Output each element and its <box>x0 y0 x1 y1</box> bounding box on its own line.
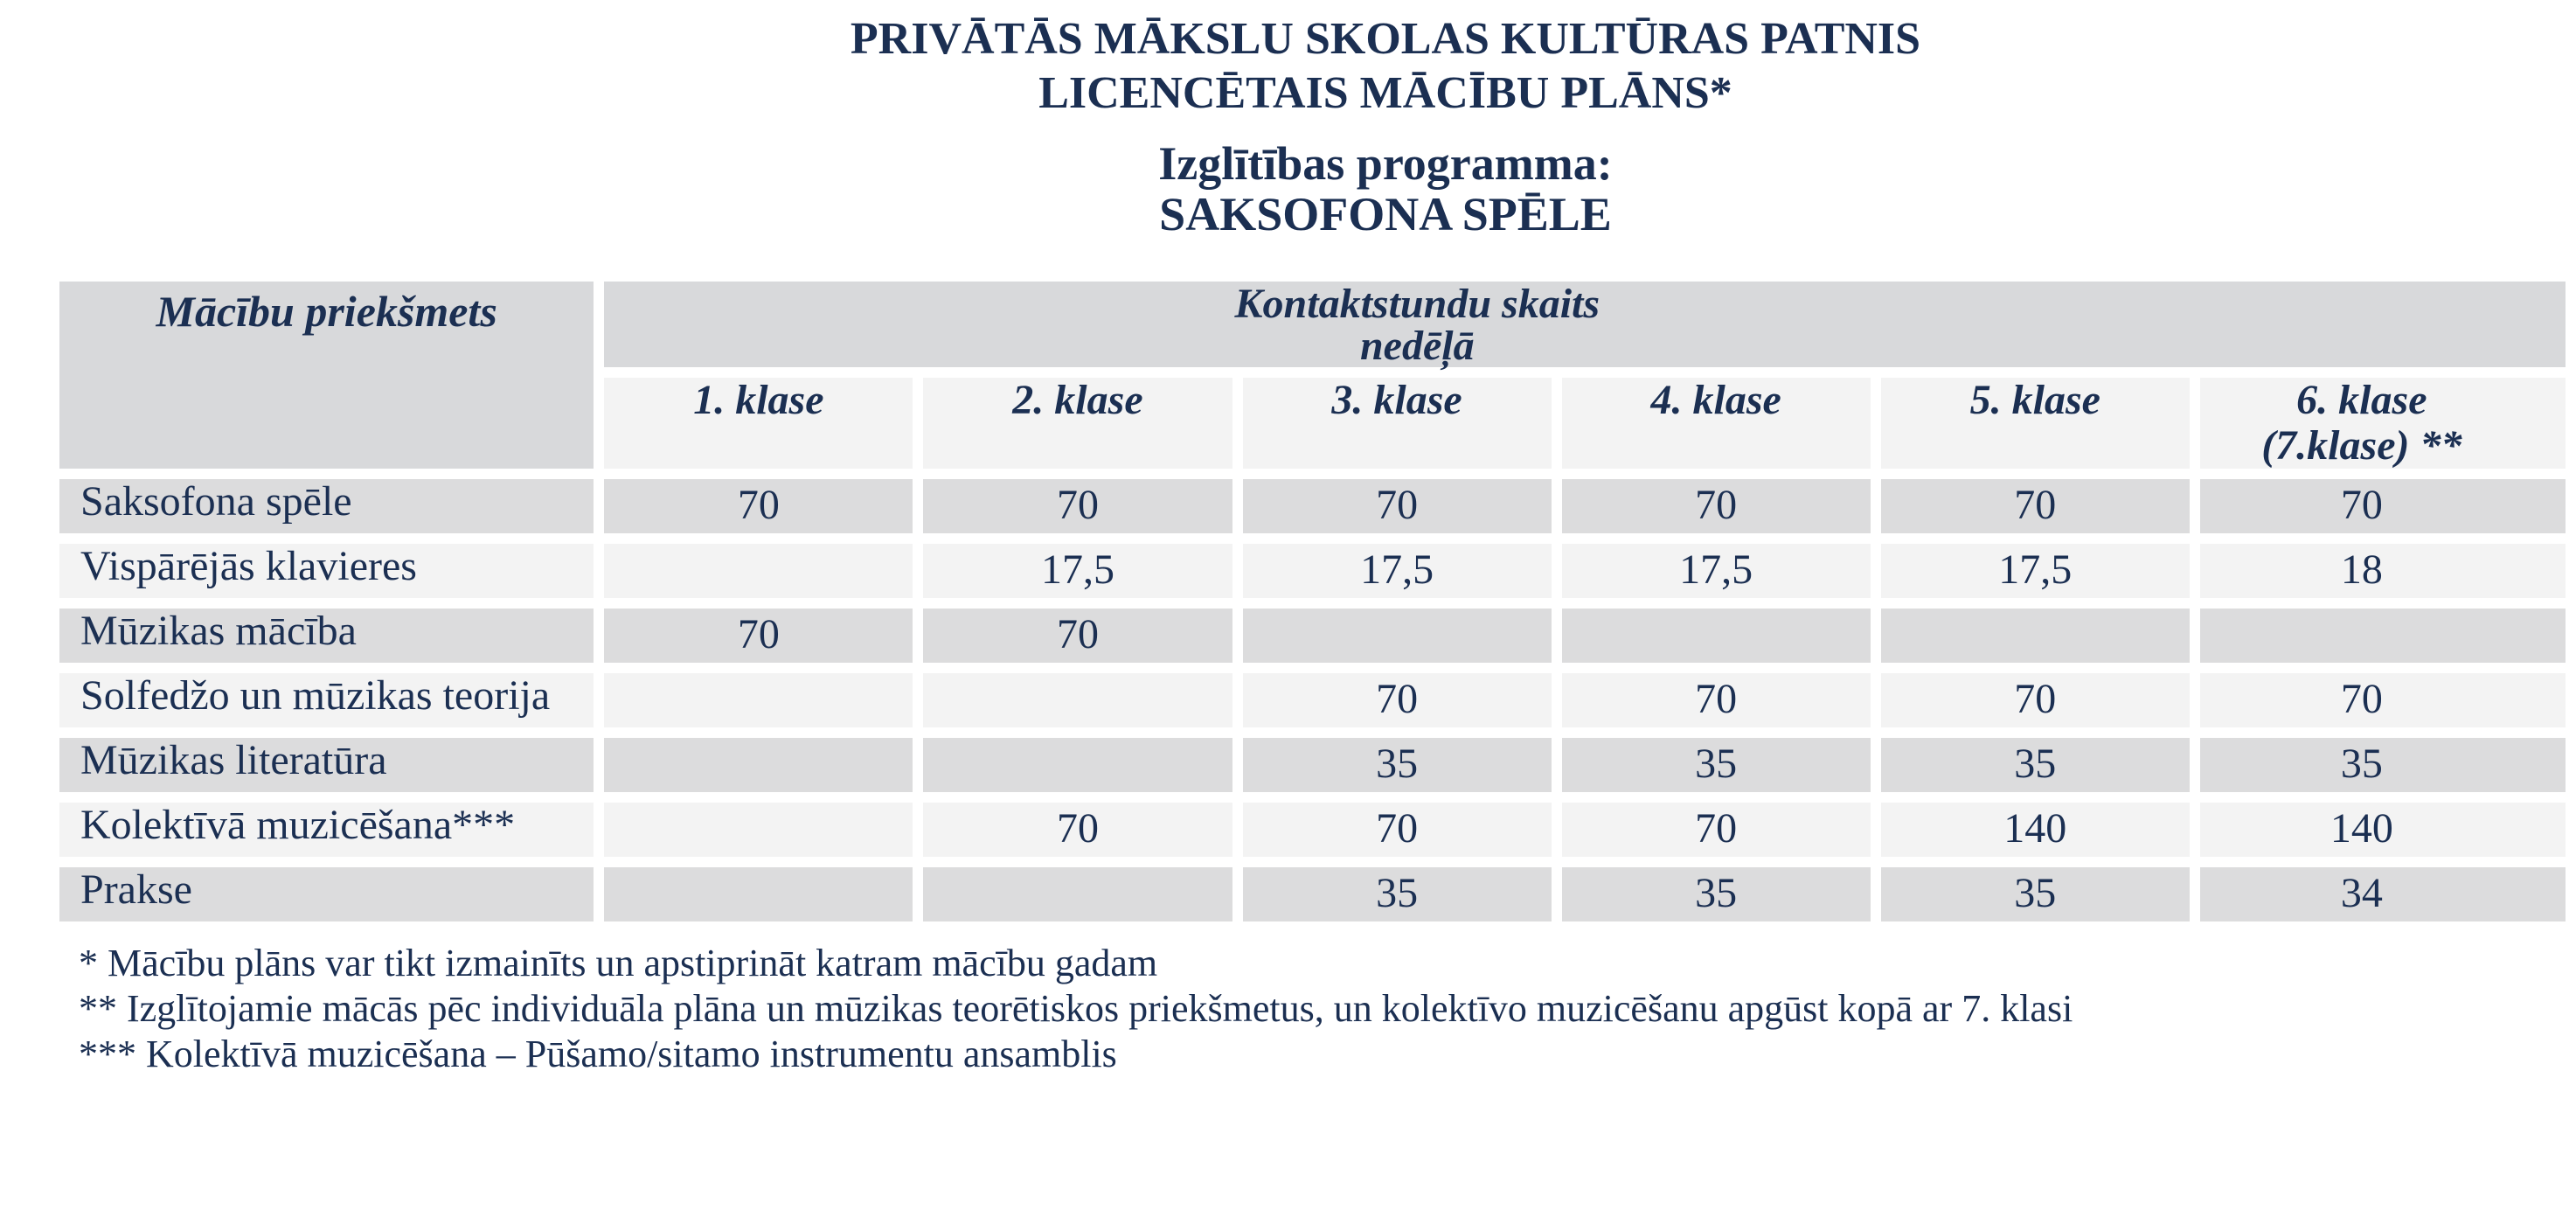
value-cell: 17,5 <box>923 544 1232 598</box>
value-text: 34 <box>2340 870 2383 916</box>
class-header: 2. klase <box>923 378 1232 469</box>
value-cell <box>2200 544 2566 598</box>
value-cell: 70 <box>923 479 1232 533</box>
value-cell <box>2200 479 2566 533</box>
value-cell: 35 <box>1562 738 1871 792</box>
program-label: Izglītības programma: <box>1158 137 1613 190</box>
curriculum-table <box>49 271 2576 932</box>
value-cell: 70 <box>1243 803 1552 857</box>
value-cell <box>604 867 913 921</box>
value-cell <box>604 738 913 792</box>
class-header-label: 6. klase <box>2296 377 2427 423</box>
value-cell: 35 <box>1881 738 2190 792</box>
table-row <box>59 673 2566 727</box>
document-title-line2: LICENCĒTAIS MĀCĪBU PLĀNS* <box>1038 68 1732 118</box>
footnote: *** Kolektīvā muzicēšana – Pūšamo/sitamo instrumentu ansamblis <box>79 1033 1117 1075</box>
value-cell: 70 <box>604 479 913 533</box>
value-cell: 70 <box>1881 673 2190 727</box>
value-cell <box>604 803 913 857</box>
table-row <box>59 738 2566 792</box>
table-row <box>59 803 2566 857</box>
value-cell: 70 <box>1562 479 1871 533</box>
value-cell <box>923 673 1232 727</box>
value-text: 70 <box>2340 676 2383 722</box>
value-cell <box>2200 673 2566 727</box>
value-cell <box>2200 738 2566 792</box>
contact-hours-header <box>604 282 2566 367</box>
subject-cell: Solfedžo un mūzikas teorija <box>59 673 594 727</box>
value-cell <box>604 544 913 598</box>
value-cell: 70 <box>1881 479 2190 533</box>
subject-cell: Vispārējās klavieres <box>59 544 594 598</box>
value-cell <box>2200 867 2566 921</box>
value-cell: 70 <box>1243 479 1552 533</box>
value-cell: 17,5 <box>1881 544 2190 598</box>
value-text: 140 <box>2330 805 2393 852</box>
value-cell: 70 <box>1562 673 1871 727</box>
footnote: * Mācību plāns var tikt izmainīts un apstiprināt katram mācību gadam <box>79 942 1158 984</box>
value-cell <box>604 673 913 727</box>
subject-cell: Mūzikas mācība <box>59 609 594 663</box>
value-text: 18 <box>2340 546 2383 593</box>
value-cell: 35 <box>1881 867 2190 921</box>
value-cell <box>1881 609 2190 663</box>
value-text: 35 <box>2340 741 2383 787</box>
table-row <box>59 867 2566 921</box>
program-name: SAKSOFONA SPĒLE <box>1159 188 1612 240</box>
contact-hours-header-line1: Kontaktstundu skaits <box>1234 281 1600 327</box>
class-header: 3. klase <box>1243 378 1552 469</box>
value-cell <box>1243 609 1552 663</box>
value-cell: 70 <box>923 609 1232 663</box>
value-cell <box>2200 803 2566 857</box>
document-title-line1: PRIVĀTĀS MĀKSLU SKOLAS KULTŪRAS PATNIS <box>850 14 1921 64</box>
class-header: 5. klase <box>1881 378 2190 469</box>
value-cell: 35 <box>1562 867 1871 921</box>
value-cell: 35 <box>1243 738 1552 792</box>
value-cell: 17,5 <box>1562 544 1871 598</box>
class-header-last <box>2200 378 2566 469</box>
value-cell <box>923 738 1232 792</box>
value-text: 70 <box>2340 482 2383 528</box>
footnotes <box>79 941 2073 1077</box>
document-header <box>0 12 2576 240</box>
value-cell: 35 <box>1243 867 1552 921</box>
subject-cell: Kolektīvā muzicēšana*** <box>59 803 594 857</box>
class-header: 1. klase <box>604 378 913 469</box>
value-cell: 70 <box>923 803 1232 857</box>
class-header-extra: (7.klase) ** <box>2261 422 2462 469</box>
value-cell: 17,5 <box>1243 544 1552 598</box>
subject-column-header: Mācību priekšmets <box>59 282 594 469</box>
value-cell: 70 <box>1562 803 1871 857</box>
contact-hours-header-line2: nedēļā <box>1359 323 1475 369</box>
subject-cell: Mūzikas literatūra <box>59 738 594 792</box>
subject-cell: Prakse <box>59 867 594 921</box>
value-cell <box>923 867 1232 921</box>
value-cell: 70 <box>1243 673 1552 727</box>
table-row <box>59 544 2566 598</box>
class-header: 4. klase <box>1562 378 1871 469</box>
table-row <box>59 609 2566 663</box>
value-cell: 70 <box>604 609 913 663</box>
footnote: ** Izglītojamie mācās pēc individuāla plāna un mūzikas teorētiskos priekšmetus, un kolektīvo muzicēšanu apgūst kopā ar 7. klasi <box>79 987 2073 1030</box>
table-row <box>59 479 2566 533</box>
value-cell: 140 <box>1881 803 2190 857</box>
value-cell <box>1562 609 1871 663</box>
value-cell <box>2200 609 2566 663</box>
subject-cell: Saksofona spēle <box>59 479 594 533</box>
